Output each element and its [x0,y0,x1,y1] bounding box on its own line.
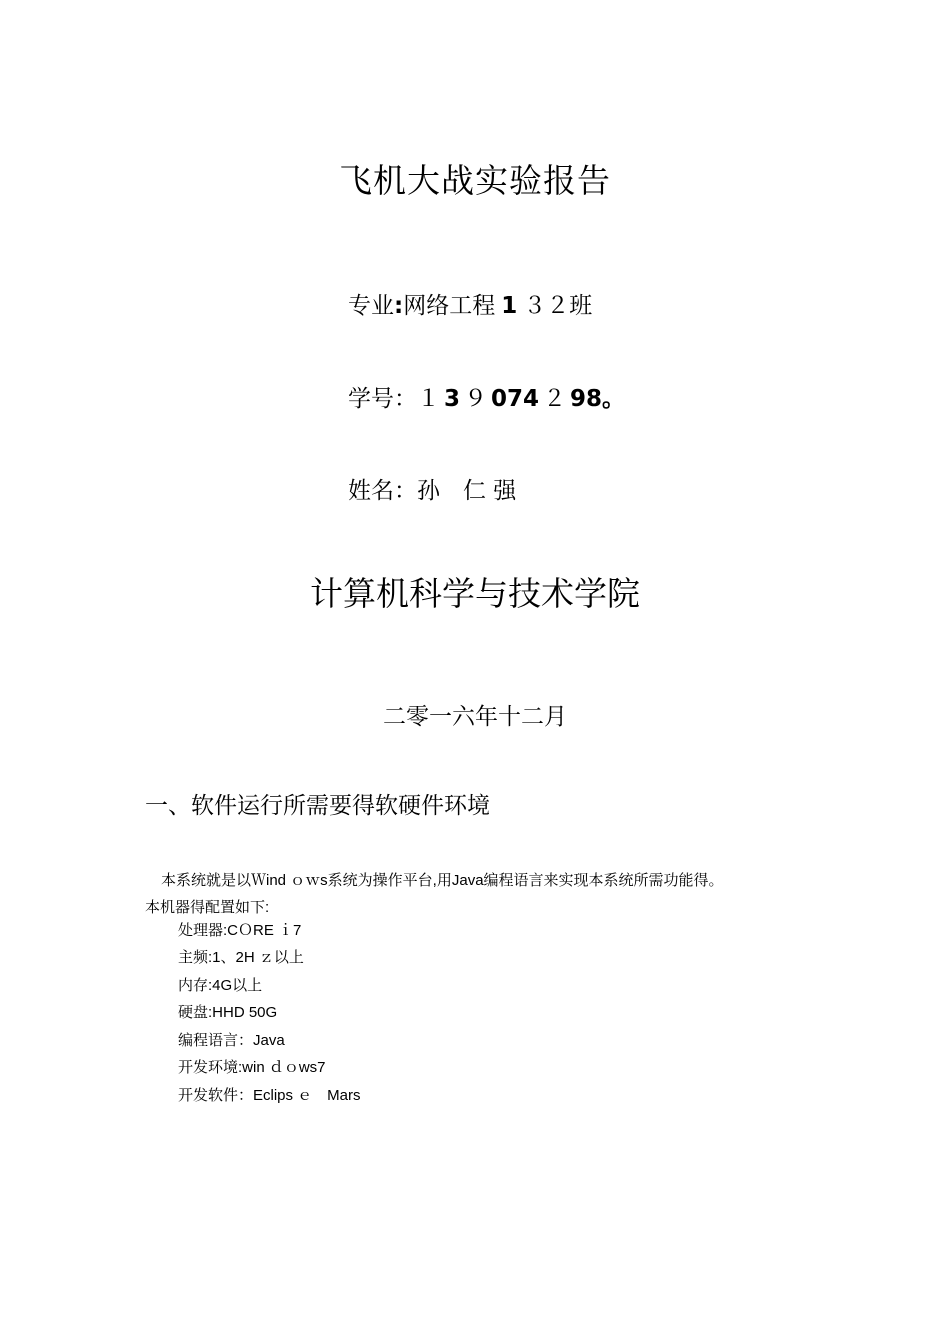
college-name: 计算机科学与技术学院 [310,574,640,613]
student-id-part2: 3 [444,386,461,412]
section-paragraph-line1: 本系统就是以Ｗind ｏｗs系统为操作平台,用Java编程语言来实现本系统所需功能得。 [161,872,724,889]
student-id-part5: ２ [543,386,567,412]
major-value-part2: 1 [501,293,518,319]
spec-item-disk: 硬盘:HHD 50G [178,1004,278,1021]
spec-item-environment: 开发环境:win ｄｏws7 [178,1059,326,1076]
spec-item-software: 开发软件：Eclips ｅ Mars [178,1087,361,1104]
major-value-part1: 网络工程 [403,293,496,319]
spec-item-frequency: 主频:1、2H ｚ以上 [178,949,304,966]
student-id-line [348,380,625,413]
spec-item-memory: 内存:4G以上 [178,977,263,994]
student-id-label: 学号： [348,386,417,412]
name-value: 孙 仁 强 [417,478,517,504]
student-id-part4: 074 [491,386,540,412]
section-heading: 一、软件运行所需要得软硬件环境 [145,793,490,819]
major-value-part3: ３２班 [523,293,593,319]
student-id-part1: １ [417,386,440,412]
student-id-part6: 98。 [570,386,626,412]
report-title: 飞机大战实验报告 [339,161,611,200]
name-line [348,472,516,505]
major-colon: : [394,293,404,319]
report-date: 二零一六年十二月 [383,704,567,730]
spec-item-cpu: 处理器:CＯRE ｉ7 [178,922,302,939]
name-label: 姓名： [348,478,417,504]
major-label: 专业 [348,293,394,319]
spec-item-language: 编程语言：Java [178,1032,285,1049]
major-line [348,287,592,320]
section-paragraph-line2: 本机器得配置如下: [145,899,270,916]
student-id-part3: ９ [464,386,488,412]
